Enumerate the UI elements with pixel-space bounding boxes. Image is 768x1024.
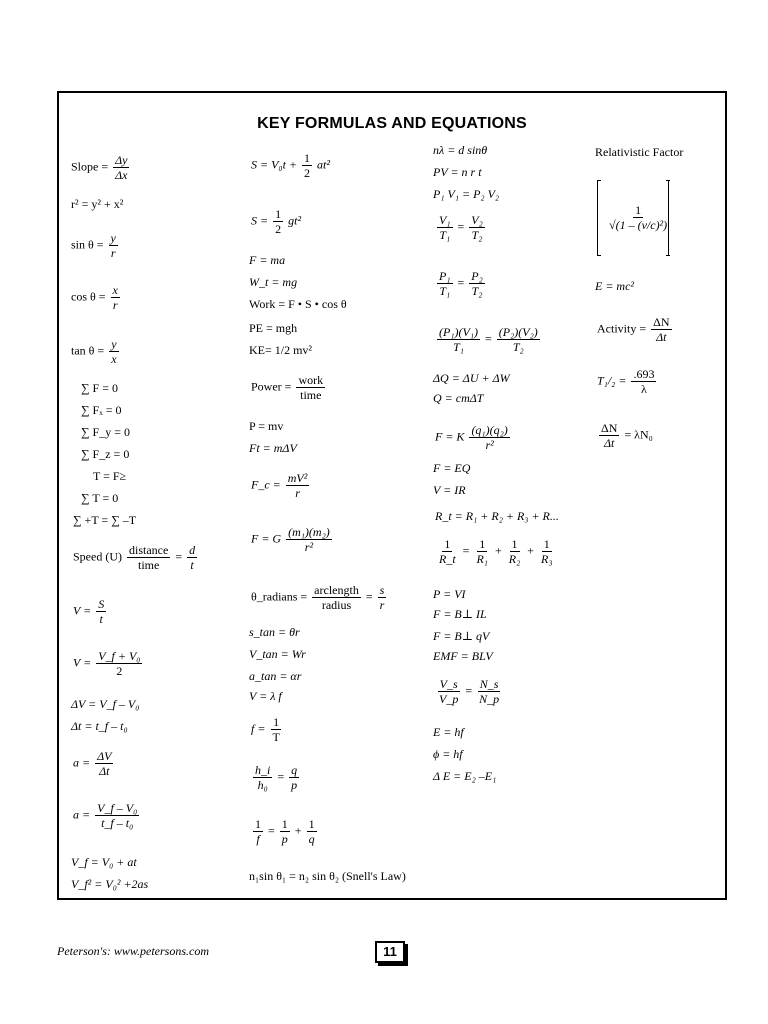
charles-law: $\frac{\text{V₁}}{\text{T₁}}$ = $\frac{\text{V₂}}{\text{T₂}}$ (439, 213, 483, 242)
relativistic-factor-label: Relativistic Factor (595, 145, 684, 159)
power-formula: Power = $\frac{\text{work}}{\text{time}}$ (251, 373, 324, 402)
lens-formula: $\frac{1}{f}$ = $\frac{1}{p}$ + $\frac{1}{q}$ (255, 817, 315, 846)
acceleration-formula: a = $\frac{\Delta V}{\Delta t}$ (73, 749, 112, 778)
momentum-formula: P = mv (249, 419, 284, 433)
sum-forces-y: ∑ F_y = 0 (81, 425, 130, 439)
relativistic-factor-formula: $\frac{1}{\text{√(1 – (v/c)²)}}$ (609, 203, 668, 232)
combined-gas-law: $\frac{\text{(P₁)(V₁)}}{\text{T₁}}$ = $\frac{\text{(P₂)(V₂)}}{\text{T₂}}$ (439, 325, 538, 354)
wave-velocity: V = λ f (249, 689, 282, 703)
transformer-formula: $\frac{V\_s}{V\_p}$ = $\frac{N\_s}{N\_p}$ (439, 677, 500, 706)
displacement-formula: S = V₀t + $\frac{1}{2}$ at² (251, 151, 330, 180)
work-function: ϕ = hf (433, 747, 463, 761)
r-squared-formula: r² = y² + x² (71, 197, 124, 211)
sum-torque: ∑ T = 0 (81, 491, 119, 505)
tangent-formula: tan θ = $\frac{y}{x}$ (71, 337, 117, 366)
sum-forces-x: ∑ Fₓ = 0 (81, 403, 122, 417)
half-life-formula: T₁/₂ = $\frac{.693}{\lambda}$ (597, 367, 655, 396)
sine-formula: sin θ = $\frac{y}{r}$ (71, 231, 116, 260)
potential-energy: PE = mgh (249, 321, 298, 335)
parallel-resistance: $\frac{1}{R\_t}$ = $\frac{1}{\text{R₁}}$ + $\frac{1}{\text{R₂}}$ + $\frac{1}{\text{R₃}}$ (439, 537, 553, 566)
page-number: 11 (375, 941, 405, 963)
electric-force: F = EQ (433, 461, 471, 475)
photon-energy: E = hf (433, 725, 464, 739)
delta-velocity: ΔV = V_f – V₀ (71, 697, 140, 711)
magnification-formula: $\frac{h\_i}{\text{h₀}}$ = $\frac{q}{p}$ (255, 763, 298, 792)
boyles-law: P₁ V₁ = P₂ V₂ (433, 187, 500, 201)
motional-emf: EMF = BLV (433, 649, 493, 663)
heat-formula: Q = cmΔT (433, 391, 484, 405)
speed-formula: Speed (U) $\frac{\text{distance}}{\text{time}}$ = $\frac{d}{t}$ (73, 543, 196, 572)
weight-formula: W_t = mg (249, 275, 298, 289)
magnetic-force-wire: F = B⊥ IL (433, 607, 487, 621)
decay-rate-formula: $\frac{\Delta N}{\Delta t}$ = λN₀ (601, 421, 653, 450)
page-title: KEY FORMULAS AND EQUATIONS (257, 115, 527, 132)
diffraction-formula: nλ = d sinθ (433, 143, 488, 157)
magnetic-force-charge: F = B⊥ qV (433, 629, 490, 643)
series-resistance: R_t = R₁ + R₂ + R₃ + R... (435, 509, 559, 523)
average-velocity-formula: V = $\frac{\text{V\_f + V₀}}{2}$ (73, 649, 141, 678)
coulombs-law: F = K $\frac{\text{(q₁)(q₂)}}{\text{r²}}$ (435, 423, 508, 452)
activity-formula: Activity = $\frac{\Delta N}{\Delta t}$ (597, 315, 670, 344)
newton-second-law: F = ma (249, 253, 286, 267)
slope-formula: Slope = $\frac{\Delta y}{\Delta x}$ (71, 153, 128, 182)
gay-lussac-law: $\frac{\text{P₁}}{\text{T₁}}$ = $\frac{\text{P₂}}{\text{T₂}}$ (439, 269, 483, 298)
snells-law: n₁sin θ₁ = n₂ sin θ₂ (Snell's Law) (249, 869, 406, 883)
centripetal-force: F_c = $\frac{\text{mV²}}{r}$ (251, 471, 308, 500)
impulse-formula: Ft = mΔV (249, 441, 297, 455)
work-formula: Work = F • S • cos θ (249, 297, 347, 311)
tangential-distance: s_tan = θr (249, 625, 300, 639)
electric-power: P = VI (433, 587, 466, 601)
energy-transition: Δ E = E₂ –E₁ (433, 769, 497, 783)
sum-forces-z: ∑ F_z = 0 (81, 447, 130, 461)
footer-source: Peterson's: www.petersons.com (57, 944, 209, 958)
tangential-acceleration: a_tan = αr (249, 669, 302, 683)
sum-torque-balance: ∑ +T = ∑ –T (73, 513, 137, 527)
frequency-formula: f = $\frac{1}{T}$ (251, 715, 280, 744)
kinetic-energy: KE= 1/2 mv² (249, 343, 313, 357)
free-fall-formula: S = $\frac{1}{2}$ gt² (251, 207, 302, 236)
final-velocity-squared: V_f² = V₀² +2as (71, 877, 149, 891)
cosine-formula: cos θ = $\frac{x}{r}$ (71, 283, 118, 312)
acceleration-formula-2: a = $\frac{\text{V\_f – V₀}}{\text{t\_f – t₀}}$ (73, 801, 138, 830)
tangential-velocity: V_tan = Wr (249, 647, 306, 661)
radian-formula: θ_radians = $\frac{\text{arclength}}{\text{radius}}$ = $\frac{s}{r}$ (251, 583, 385, 612)
mass-energy: E = mc² (595, 279, 635, 293)
ideal-gas-law: PV = n r t (433, 165, 482, 179)
delta-time: Δt = t_f – t₀ (71, 719, 128, 733)
ohms-law: V = IR (433, 483, 466, 497)
velocity-formula: V = $\frac{S}{t}$ (73, 597, 105, 626)
torque-force: T = F≥ (93, 469, 127, 483)
final-velocity: V_f = V₀ + at (71, 855, 137, 869)
formula-frame (57, 91, 727, 900)
sum-forces: ∑ F = 0 (81, 381, 118, 395)
first-law-thermo: ΔQ = ΔU + ΔW (433, 371, 510, 385)
gravitation-formula: F = G $\frac{\text{(m₁)(m₂)}}{\text{r²}}$ (251, 525, 330, 554)
